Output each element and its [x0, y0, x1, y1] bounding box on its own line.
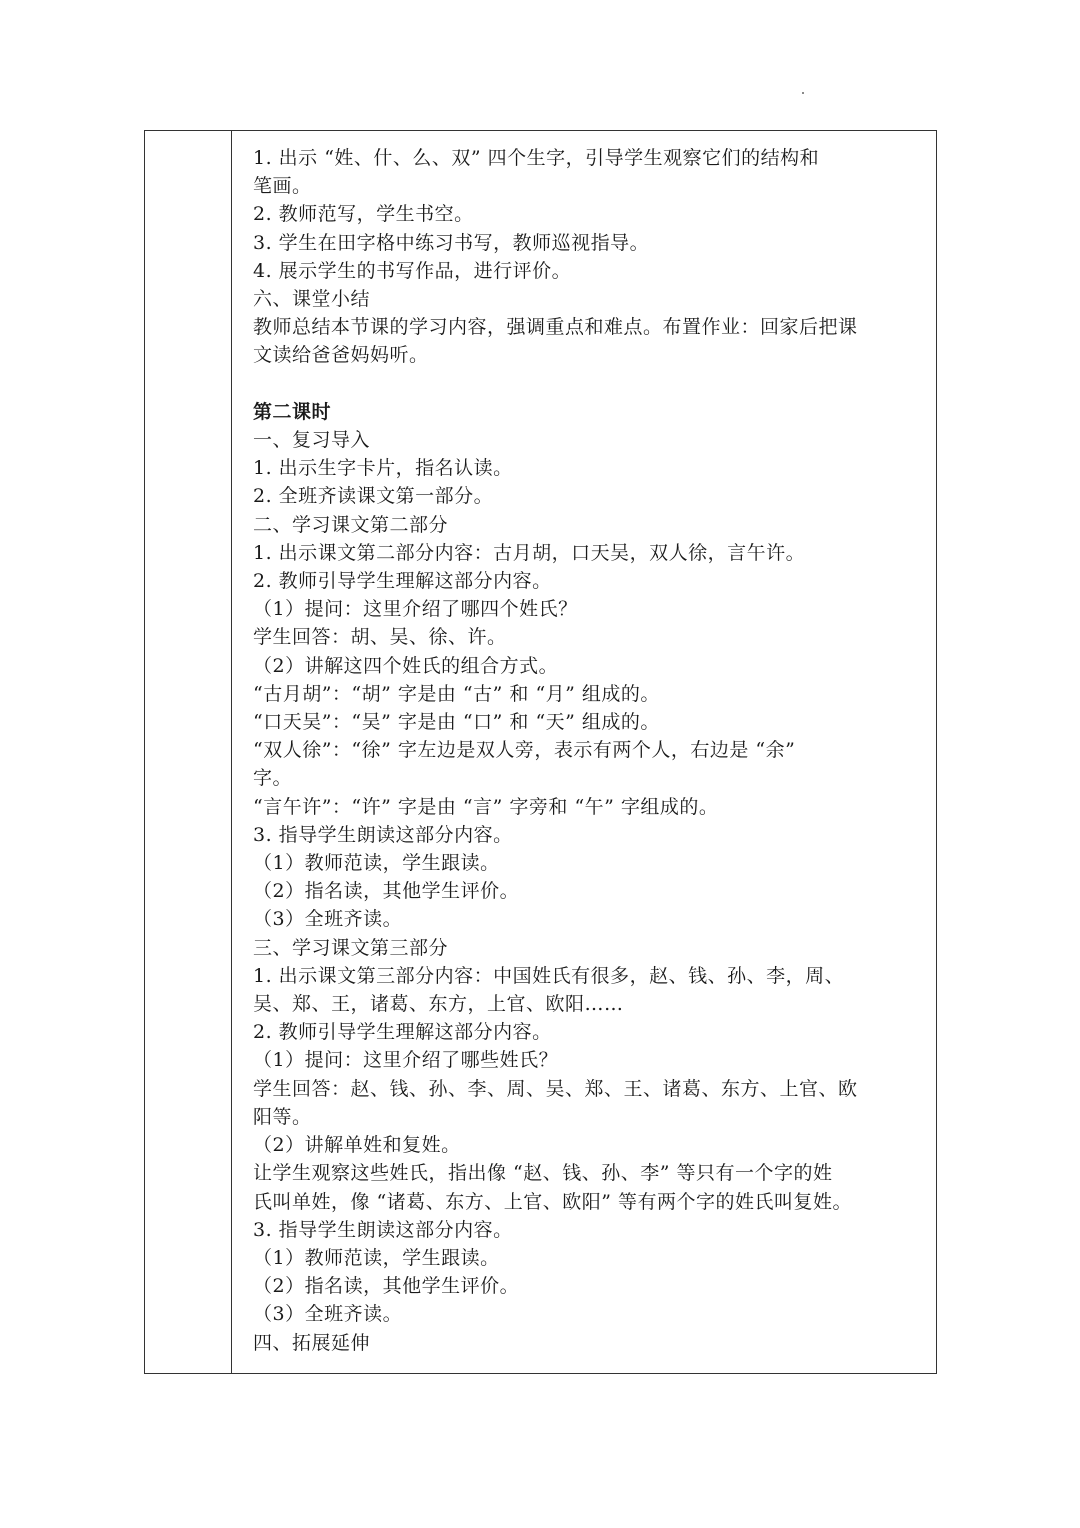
explain-xu-line-2: 字。: [253, 767, 293, 790]
step-student-practice: 3. 学生在田字格中练习书写，教师巡视指导。: [253, 231, 650, 254]
summary-text-line-1: 教师总结本节课的学习内容，强调重点和难点。布置作业：回家后把课: [253, 316, 858, 339]
part-two-answer: 学生回答：胡、吴、徐、许。: [253, 626, 507, 649]
part-two-read-1: （1）教师范读，学生跟读。: [253, 852, 500, 875]
part-two-read-3: （3）全班齐读。: [253, 908, 403, 931]
explain-hu: “古月胡”：“胡” 字是由 “古” 和 “月” 组成的。: [253, 682, 660, 705]
part-three-answer-line-1: 学生回答：赵、钱、孙、李、周、吴、郑、王、诸葛、东方、上官、欧: [253, 1077, 858, 1100]
step-show-works: 4. 展示学生的书写作品，进行评价。: [253, 259, 572, 282]
part-three-question: （1）提问：这里介绍了哪些姓氏？: [253, 1049, 559, 1072]
review-step-1: 1. 出示生字卡片，指名认读。: [253, 457, 513, 480]
review-step-2: 2. 全班齐读课文第一部分。: [253, 485, 494, 508]
part-three-answer-line-2: 阳等。: [253, 1105, 312, 1128]
section-heading-extension: 四、拓展延伸: [253, 1331, 371, 1354]
summary-text-line-2: 文读给爸爸妈妈听。: [253, 344, 429, 367]
page-mark-dot: [802, 92, 804, 94]
table-left-cell: [145, 131, 232, 1373]
lesson-plan-table: [144, 130, 937, 1374]
part-three-explain: （2）讲解单姓和复姓。: [253, 1134, 461, 1157]
section-heading-part-two: 二、学习课文第二部分: [253, 513, 449, 536]
part-three-step-2: 2. 教师引导学生理解这部分内容。: [253, 1021, 552, 1044]
part-three-step-1-line-1: 1. 出示课文第三部分内容：中国姓氏有很多，赵、钱、孙、李，周、: [253, 964, 845, 987]
part-three-read-3: （3）全班齐读。: [253, 1303, 403, 1326]
explain-xu-line-1: “双人徐”：“徐” 字左边是双人旁，表示有两个人，右边是 “余”: [253, 739, 796, 762]
section-heading-part-three: 三、学习课文第三部分: [253, 936, 449, 959]
table-content-cell: [253, 144, 931, 1357]
part-two-question: （1）提问：这里介绍了哪四个姓氏？: [253, 598, 578, 621]
part-three-read-2: （2）指名读，其他学生评价。: [253, 1275, 520, 1298]
part-three-read-1: （1）教师范读，学生跟读。: [253, 1246, 500, 1269]
part-two-read-2: （2）指名读，其他学生评价。: [253, 880, 520, 903]
part-three-step-1-line-2: 吴、郑、王，诸葛、东方，上官、欧阳……: [253, 993, 624, 1016]
part-two-step-3: 3. 指导学生朗读这部分内容。: [253, 823, 513, 846]
step-teacher-demo-writing: 2. 教师范写，学生书空。: [253, 203, 474, 226]
explain-xu-yan: “言午许”：“许” 字是由 “言” 字旁和 “午” 字组成的。: [253, 795, 719, 818]
part-two-step-2: 2. 教师引导学生理解这部分内容。: [253, 570, 552, 593]
step-show-characters-line-2: 笔画。: [253, 175, 312, 198]
section-heading-summary: 六、课堂小结: [253, 288, 371, 311]
lesson-two-title: 第二课时: [253, 400, 332, 423]
section-heading-review: 一、复习导入: [253, 429, 371, 452]
part-two-step-1: 1. 出示课文第二部分内容：古月胡，口天吴，双人徐，言午许。: [253, 541, 806, 564]
part-two-explain: （2）讲解这四个姓氏的组合方式。: [253, 654, 559, 677]
explain-wu: “口天吴”：“吴” 字是由 “口” 和 “天” 组成的。: [253, 711, 660, 734]
part-three-step-3: 3. 指导学生朗读这部分内容。: [253, 1218, 513, 1241]
part-three-explain-text-2: 氏叫单姓，像 “诸葛、东方、上官、欧阳” 等有两个字的姓氏叫复姓。: [253, 1190, 853, 1213]
blank-line: [253, 370, 931, 398]
part-three-explain-text-1: 让学生观察这些姓氏，指出像 “赵、钱、孙、李” 等只有一个字的姓: [253, 1162, 833, 1185]
step-show-characters-line-1: 1. 出示 “姓、什、么、双” 四个生字，引导学生观察它们的结构和: [253, 147, 820, 169]
